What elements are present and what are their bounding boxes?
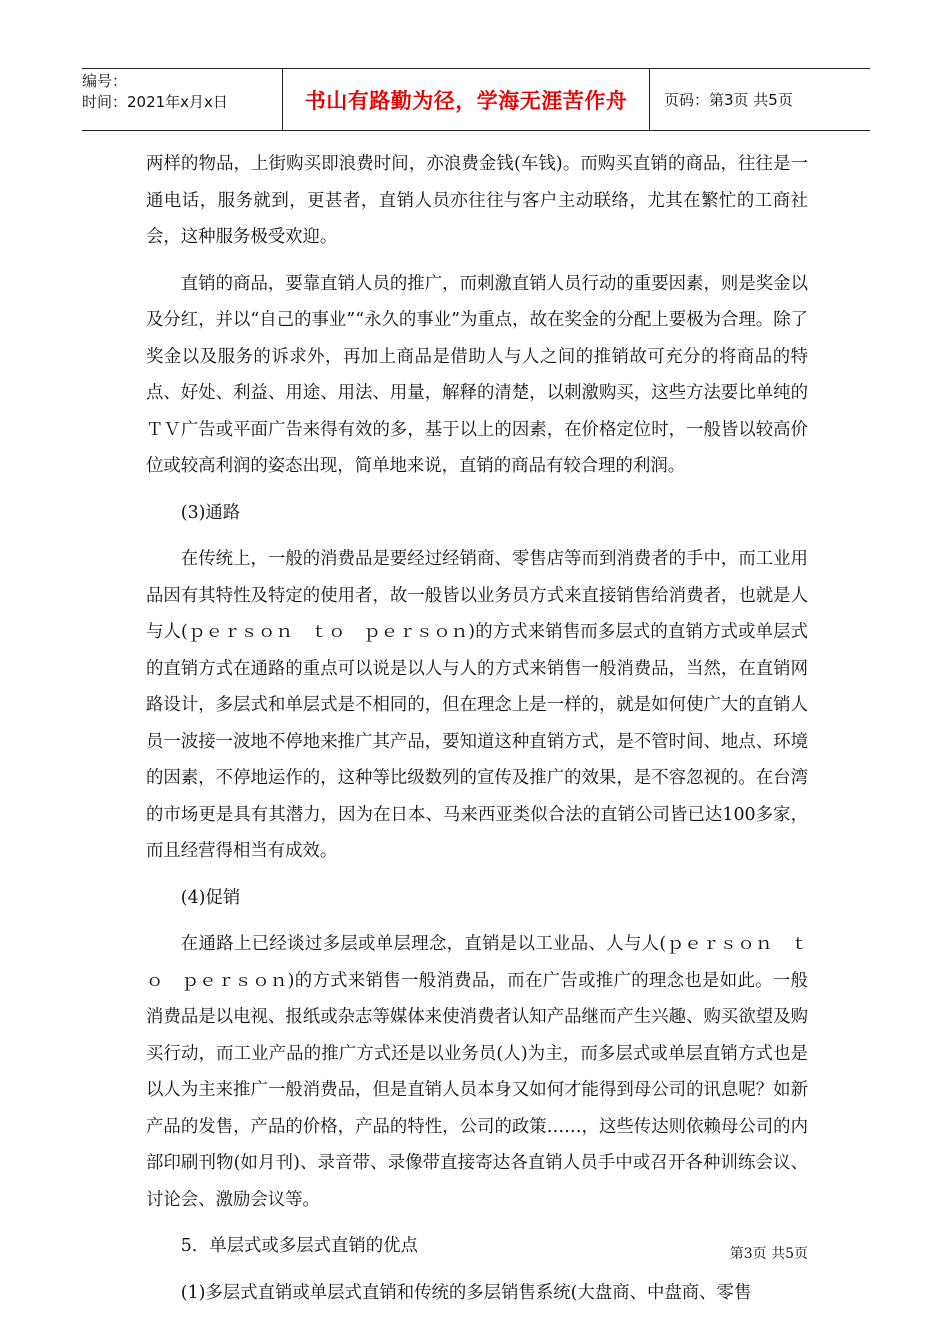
header-page-code: 页码：第3页 共5页 (664, 91, 793, 109)
paragraph-continuation: 两样的物品，上街购买即浪费时间，亦浪费金钱(车钱)。而购买直销的商品，往往是一通电话，服务就到，更甚者，直销人员亦往往与客户主动联络，尤其在繁忙的工商社会，这种服务极受欢迎。 (146, 154, 808, 247)
page-header (82, 68, 870, 131)
page-footer: 第3页 共5页 (729, 1246, 808, 1262)
document-time-label: 时间：2021年x月x日 (82, 93, 228, 111)
paragraph: 直销的商品，要靠直销人员的推广，而刺激直销人员行动的重要因素，则是奖金以及分红，并以“自己的事业”“永久的事业”为重点，故在奖金的分配上要极为合理。除了奖金以及服务的诉求外，再加上商品是借助人与人之间的推销故可充分的将商品的特点、好处、利益、用途、用法、用量，解释的清楚，以刺激购买，这些方法要比单纯的ＴＶ广告或平面广告来得有效的多，基于以上的因素，在价格定位时，一般皆以较高价位或较高利润的姿态出现，简单地来说，直销的商品有较合理的利润。 (146, 273, 808, 476)
section-heading-advantages: 5．单层式或多层式直销的优点 (180, 1236, 418, 1256)
header-meta (82, 69, 282, 130)
section-heading-promotion: (4)促销 (180, 887, 241, 908)
paragraph: 在通路上已经谈过多层或单层理念，直销是以工业品、人与人(ｐｅｒｓｏｎ ｔｏ ｐｅｒｓｏｎ)的方式来销售一般消费品，而在广告或推广的理念也是如此。一般消费品是以电视、报纸或杂志等媒体来使消费者认知产品继而产生兴趣、购买欲望及购买行动，而工业产品的推广方式还是以业务员(人)为主，而多层式或单层直销方式也是以人为主来推广一般消费品，但是直销人员本身又如何才能得到母公司的讯息呢？如新产品的发售，产品的价格，产品的特性，公司的政策……，这些传达则依赖母公司的内部印刷刊物(如月刊)、录音带、录像带直接寄达各直销人员手中或召开各种训练会议、讨论会、激励会议等。 (146, 934, 808, 1210)
section-heading-channel: (3)通路 (180, 502, 241, 523)
paragraph: (1)多层式直销或单层式直销和传统的多层销售系统(大盘商、中盘商、零售 (180, 1282, 752, 1303)
document-body (146, 146, 808, 1311)
paragraph: 在传统上，一般的消费品是要经过经销商、零售店等而到消费者的手中，而工业用品因有其特性及特定的使用者，故一般皆以业务员方式来直接销售给消费者，也就是人与人(ｐｅｒｓｏｎ ｔｏ ｐｅｒｓｏｎ)的方式来销售而多层式的直销方式或单层式的直销方式在通路的重点可以说是以人与人的方式来销售一般消费品，当然，在直销网路设计，多层式和单层式是不相同的，但在理念上是一样的，就是如何使广大的直销人员一波接一波地不停地来推广其产品，要知道这种直销方式，是不管时间、地点、环境的因素，不停地运作的，这种等比级数列的宣传及推广的效果，是不容忽视的。在台湾的市场更是具有其潜力，因为在日本、马来西亚类似合法的直销公司皆已达100多家，而且经营得相当有成效。 (146, 549, 808, 861)
header-motto: 书山有路勤为径，学海无涯苦作舟 (282, 69, 650, 130)
document-number-label: 编号： (82, 72, 128, 90)
